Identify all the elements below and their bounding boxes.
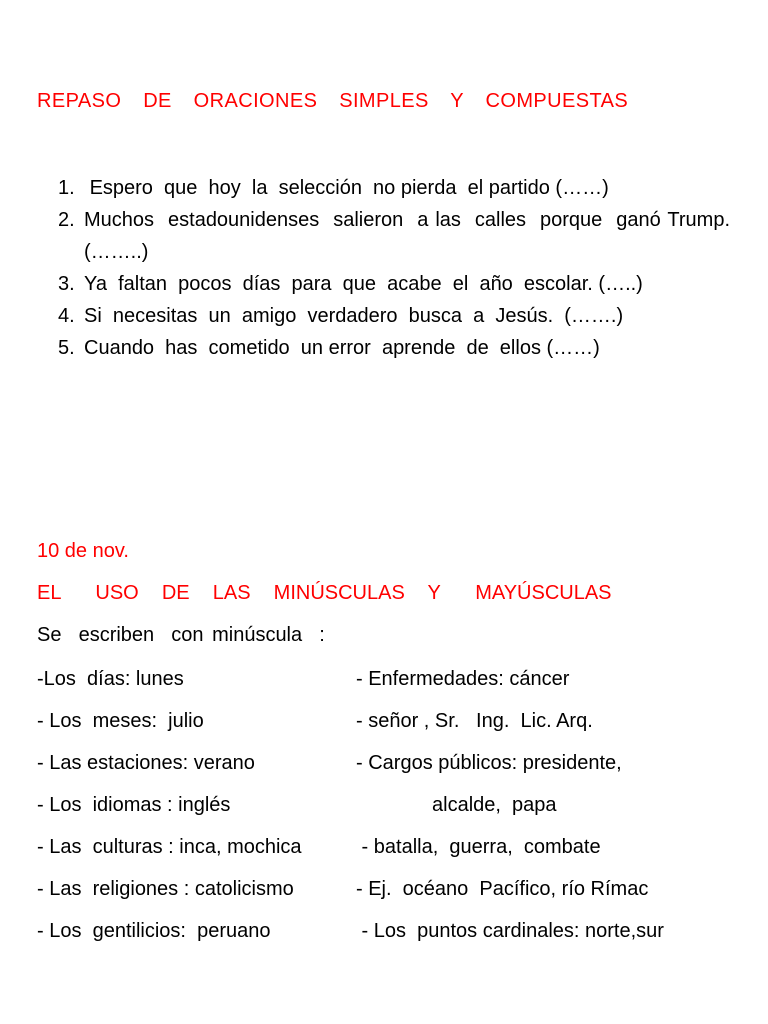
list-item-number: 5.: [58, 337, 75, 359]
rule-item: - Los gentilicios: peruano: [37, 920, 271, 942]
rule-item: - Cargos públicos: presidente,: [356, 752, 622, 774]
list-item: [58, 268, 730, 300]
rule-item: - batalla, guerra, combate: [356, 836, 601, 858]
rule-item: - Las culturas : inca, mochica: [37, 836, 302, 858]
list-item-number: 1.: [58, 177, 75, 199]
list-item: [58, 300, 730, 332]
list-item-number: 2.: [58, 209, 75, 231]
list-item: [58, 332, 730, 364]
rules-column-right: [356, 666, 664, 960]
rule-item: - Los meses: julio: [37, 710, 204, 732]
sentence-list: [58, 172, 742, 364]
list-item-number: 4.: [58, 305, 75, 327]
list-item-text: Cuando has cometido un error aprende de ellos (……): [84, 337, 600, 359]
rule-item-continuation: alcalde, papa: [432, 794, 557, 816]
list-item-text: Espero que hoy la selección no pierda el partido (……): [84, 177, 609, 199]
list-item: [58, 204, 742, 268]
rule-item: -Los días: lunes: [37, 668, 184, 690]
rule-item: - Los idiomas : inglés: [37, 794, 231, 816]
list-item-text: Ya faltan pocos días para que acabe el año escolar. (…..): [84, 273, 643, 295]
list-item-text: Muchos estadounidenses salieron a las calles porque ganó Trump. (……..): [84, 209, 742, 263]
rule-item: - Ej. océano Pacífico, río Rímac: [356, 878, 649, 900]
rule-item: - Los puntos cardinales: norte,sur: [356, 920, 664, 942]
list-item: [58, 172, 730, 204]
rule-item: - señor , Sr. Ing. Lic. Arq.: [356, 710, 593, 732]
section-title-oraciones: REPASO DE ORACIONES SIMPLES Y COMPUESTAS: [37, 90, 629, 112]
rule-item: - Enfermedades: cáncer: [356, 668, 570, 690]
list-item-text: Si necesitas un amigo verdadero busca a Jesús. (…….): [84, 305, 624, 327]
section-title-mayusculas: EL USO DE LAS MINÚSCULAS Y MAYÚSCULAS: [37, 582, 612, 604]
lead-text: Se escriben con minúscula :: [37, 624, 325, 646]
rule-item: - Las religiones : catolicismo: [37, 878, 294, 900]
rules-column-left: [37, 666, 302, 960]
rule-item: - Las estaciones: verano: [37, 752, 255, 774]
date-heading: 10 de nov.: [37, 540, 129, 562]
list-item-number: 3.: [58, 273, 75, 295]
